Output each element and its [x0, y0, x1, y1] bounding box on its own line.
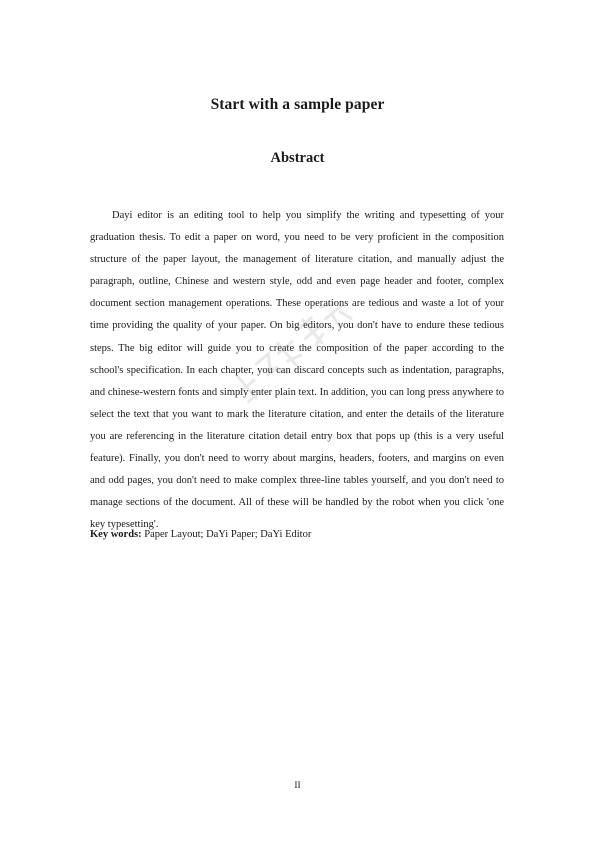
keywords-label: Key words: [90, 529, 142, 540]
keywords-text: Paper Layout; DaYi Paper; DaYi Editor [144, 529, 312, 540]
page-number: II [294, 781, 301, 791]
abstract-heading: Abstract [270, 150, 325, 166]
paper-title: Start with a sample paper [210, 96, 385, 113]
keywords-line [90, 527, 504, 543]
abstract-body: Dayi editor is an editing tool to help you simplify the writing and typesetting of your graduation thesis. To edit a paper on word, you need to be very proficient in the composition structure of the paper layout, the management of literature citation, and manually adjust the paragraph, outline, Chinese and western style, odd and even page header and footer, complex document section management operations. These operations are tedious and waste a lot of your time providing the quality of your paper. On big editors, you don't have to endure these tedious steps. The big editor will guide you to create the composition of the paper according to the school's specification. In each chapter, you can discard concepts such as indentation, paragraphs, and chinese-western fonts and simply enter plain text. In addition, you can long press anywhere to select the text that you want to mark the literature citation, and enter the details of the literature you are referencing in the literature citation detail entry box that pops up (this is a very useful feature). Finally, you don't need to worry about margins, headers, footers, and margins on even and odd pages, you don't need to make complex three-line tables yourself, and you don't need to manage sections of the document. All of these will be handled by the robot when you click 'one key typesetting'. [90, 210, 504, 531]
